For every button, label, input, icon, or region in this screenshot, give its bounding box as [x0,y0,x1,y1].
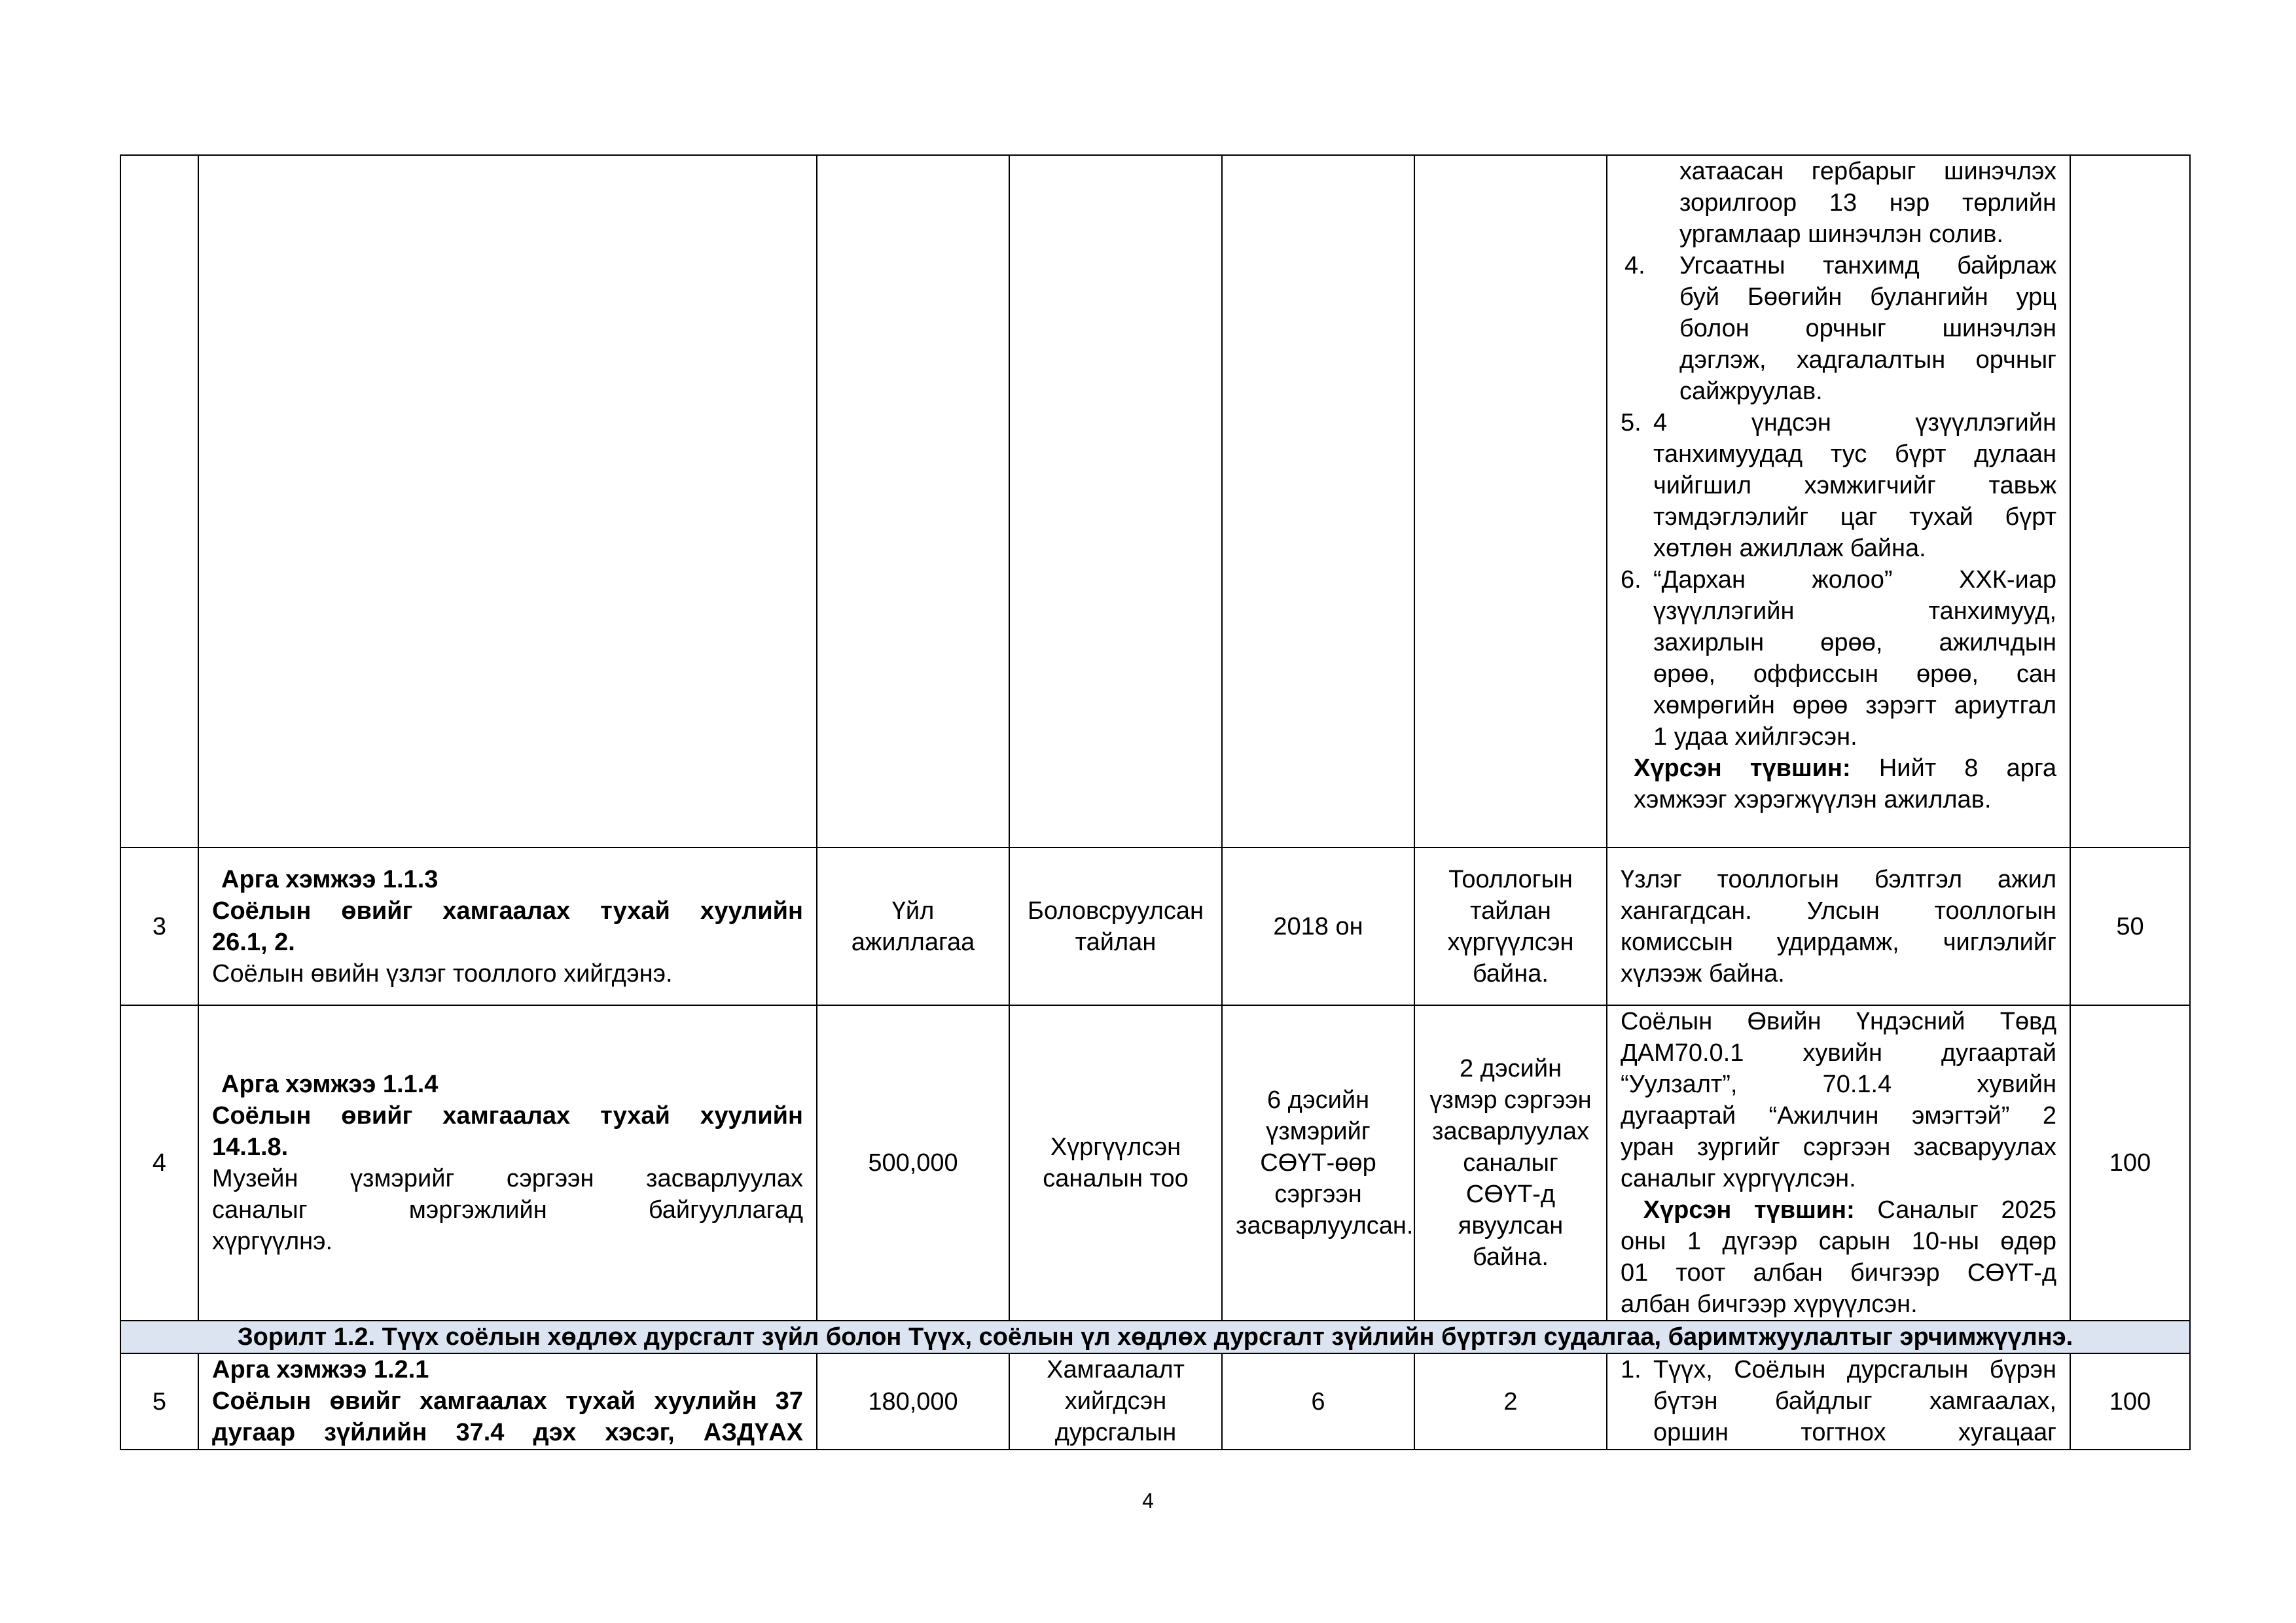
cell-budget [817,155,1009,847]
cell-budget: 500,000 [817,1005,1009,1321]
cell-budget: Үйл ажиллагаа [817,847,1009,1005]
achieved-level: Хүрсэн түвшин: Нийт 8 арга хэмжээг хэрэгжүүлэн ажиллав. [1634,755,2056,813]
measure-title: Арга хэмжээ 1.1.4 [221,1071,439,1098]
cell-measure [198,155,817,847]
list-item: 6. “Дархан жолоо” ХХК-иар үзүүллэгийн танхимууд, захирлын өрөө, ажилчдын өрөө, оффиссын өрөө, сан хөмрөгийн өрөө зэрэгт ариутгал 1 удаа хийлгэсэн. [1621,566,2056,751]
implementation-list [1621,1354,2056,1448]
cell-implementation [1607,1353,2070,1450]
cell-measure: Арга хэмжээ 1.2.1 Соёлын өвийг хамгаалах тухай хуулийн 37 дугаар зүйлийн 37.4 дэх хэсэг, АЗДҮАХ [198,1353,817,1450]
cell-budget: 180,000 [817,1353,1009,1450]
table-row [120,1005,2190,1321]
cell-result: 2 [1414,1353,1607,1450]
cell-percent: 100 [2070,1005,2190,1321]
page-number: 4 [1142,1489,1154,1512]
list-item: 5. 4 үндсэн үзүүллэгийн танхимуудад тус бүрт дулаан чийгшил хэмжигчийг тавьж тэмдэглэлийг цаг тухай бүрт хөтлөн ажиллаж байна. [1621,409,2056,562]
cell-no [120,155,198,847]
cell-indicator: Боловсруулсан тайлан [1009,847,1222,1005]
cell-implementation [1607,155,2070,847]
achieved-level: Хүрсэн түвшин: Саналыг 2025 [1643,1196,2056,1224]
cell-indicator: Хамгаалалт хийгдсэн дурсгалын [1009,1353,1222,1450]
table-row [120,1353,2190,1450]
cell-result: 2 дэсийн үзмэр сэргээн засварлуулах саналыг СӨҮТ-д явуулсан байна. [1414,1005,1607,1321]
measure-title: Арга хэмжээ 1.1.3 [221,865,439,893]
measure-title: Арга хэмжээ 1.2.1 [212,1356,429,1383]
cell-percent: 50 [2070,847,2190,1005]
cell-no: 5 [120,1353,198,1450]
cell-no: 3 [120,847,198,1005]
cell-result: Тооллогын тайлан хүргүүлсэн байна. [1414,847,1607,1005]
cell-measure: Арга хэмжээ 1.1.3 Соёлын өвийг хамгаалах тухай хуулийн 26.1, 2. Соёлын өвийн үзлэг тооллого хийгдэнэ. [198,847,817,1005]
goal-heading: Зорилт 1.2. Түүх соёлын хөдлөх дурсгалт зүйл болон Түүх, соёлын үл хөдлөх дурсгалт зүйлийн бүртгэл судалгаа, баримтжуулалтыг эрчимжүүлнэ. [120,1321,2190,1353]
cell-indicator: Хүргүүлсэн саналын тоо [1009,1005,1222,1321]
implementation-list [1621,156,2056,753]
cell-target [1222,155,1414,847]
cell-no: 4 [120,1005,198,1321]
cell-implementation: Соёлын Өвийн Үндэсний Төвд ДАМ70.0.1 хувийн дугаартай “Уулзалт”, 70.1.4 хувийн дугаартай “Ажилчин эмэгтэй” 2 уран зургийг сэргээн засваруулах саналыг хүргүүлсэн. Хүрсэн түвшин: Саналыг 2025 оны 1 дүгээр сарын 10-ны өдөр 01 тоот албан бичгээр СӨҮТ-д албан бичгээр хүрүүлсэн. [1607,1005,2070,1321]
cell-target: 2018 он [1222,847,1414,1005]
cell-percent [2070,155,2190,847]
activity-table [120,154,2191,1450]
list-item: 1. Түүх, Соёлын дурсгалын бүрэн бүтэн байдлыг хамгаалах, оршин тогтнох хугацааг [1621,1356,2056,1446]
cell-target: 6 дэсийн үзмэрийг СӨҮТ-өөр сэргээн засварлуулсан. [1222,1005,1414,1321]
list-item: хатаасан гербарыг шинэчлэх зорилгоор 13 нэр төрлийн ургамлаар шинэчлэн солив. [1679,158,2056,248]
table-row [120,847,2190,1005]
cell-target: 6 [1222,1353,1414,1450]
list-item: 4. Угсаатны танхимд байрлаж буй Бөөгийн булангийн урц болон орчныг шинэчлэн дэглэж, хадгалалтын орчныг сайжруулав. [1624,252,2056,405]
table-row-continuation [120,155,2190,847]
cell-result [1414,155,1607,847]
cell-measure: Арга хэмжээ 1.1.4 Соёлын өвийг хамгаалах тухай хуулийн 14.1.8. Музейн үзмэрийг сэргээн засварлуулах саналыг мэргэжлийн байгууллагад хүргүүлнэ. [198,1005,817,1321]
cell-indicator [1009,155,1222,847]
cell-percent: 100 [2070,1353,2190,1450]
cell-implementation: Үзлэг тооллогын бэлтгэл ажил хангагдсан. Улсын тооллогын комиссын удирдамж, чиглэлийг хүлээж байна. [1607,847,2070,1005]
goal-row [120,1321,2190,1353]
